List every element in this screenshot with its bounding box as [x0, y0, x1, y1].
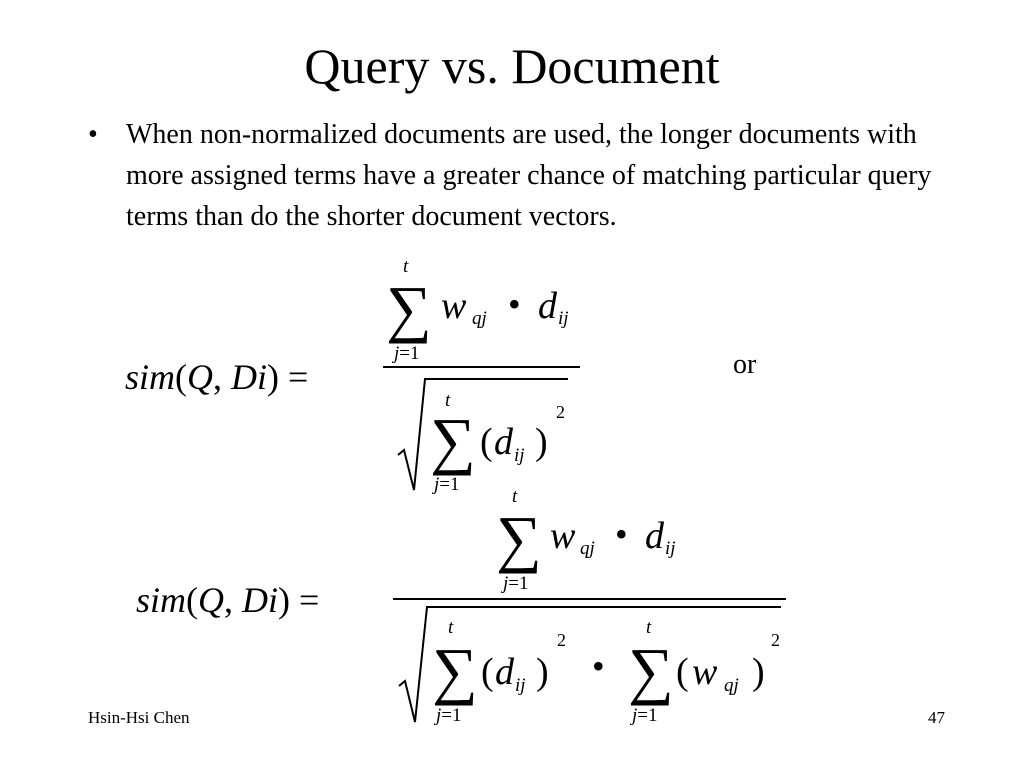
svg-text:(: (: [676, 651, 689, 693]
svg-text:•: •: [615, 514, 628, 554]
svg-text:t: t: [646, 617, 652, 638]
svg-text:j=1: j=1: [436, 705, 462, 726]
svg-text:j=1: j=1: [434, 474, 460, 495]
slide-title: Query vs. Document: [304, 38, 720, 94]
formula-2-lhs: sim(Q, Di) =: [136, 580, 320, 620]
svg-text:2: 2: [557, 630, 566, 650]
svg-text:j=1: j=1: [632, 705, 658, 726]
svg-text:(: (: [481, 651, 494, 693]
svg-text:•: •: [592, 646, 605, 686]
svg-text:∑: ∑: [386, 273, 432, 344]
svg-text:d: d: [538, 285, 557, 327]
footer-author: Hsin-Hsi Chen: [88, 708, 190, 727]
svg-text:qj: qj: [724, 675, 739, 696]
svg-text:d: d: [495, 651, 514, 693]
formula-2-denominator: [399, 607, 781, 726]
svg-text:d: d: [494, 421, 513, 463]
page-number: 47: [928, 708, 945, 727]
svg-text:): ): [752, 651, 765, 693]
svg-text:∑: ∑: [430, 405, 476, 476]
svg-text:): ): [536, 651, 549, 693]
svg-text:ij: ij: [558, 308, 569, 329]
svg-text:ij: ij: [665, 538, 676, 559]
svg-text:d: d: [645, 515, 664, 557]
formula-1-lhs: sim(Q, Di) =: [125, 357, 309, 397]
svg-text:t: t: [403, 256, 409, 277]
svg-text:j=1: j=1: [394, 343, 420, 364]
formula-2-numerator: [496, 486, 676, 594]
svg-text:w: w: [692, 651, 718, 693]
svg-text:t: t: [448, 617, 454, 638]
svg-text:): ): [535, 421, 548, 463]
connector-or: or: [733, 349, 757, 380]
svg-text:2: 2: [556, 402, 565, 422]
svg-text:w: w: [441, 285, 467, 327]
svg-text:w: w: [550, 515, 576, 557]
svg-text:ij: ij: [515, 675, 526, 696]
svg-text:qj: qj: [472, 308, 487, 329]
svg-text:∑: ∑: [496, 503, 542, 574]
svg-text:t: t: [445, 390, 451, 411]
svg-text:qj: qj: [580, 538, 595, 559]
bullet-marker: •: [88, 119, 98, 150]
svg-text:•: •: [508, 284, 521, 324]
svg-text:t: t: [512, 486, 518, 507]
svg-text:j=1: j=1: [503, 573, 529, 594]
svg-text:2: 2: [771, 630, 780, 650]
svg-text:(: (: [480, 421, 493, 463]
svg-text:∑: ∑: [432, 635, 478, 706]
svg-text:ij: ij: [514, 445, 525, 466]
svg-text:∑: ∑: [628, 635, 674, 706]
bullet-text: When non-normalized documents are used, the longer documents with more assigned terms have a greater chance of matching particular query terms than do the shorter document vectors.: [126, 119, 932, 232]
